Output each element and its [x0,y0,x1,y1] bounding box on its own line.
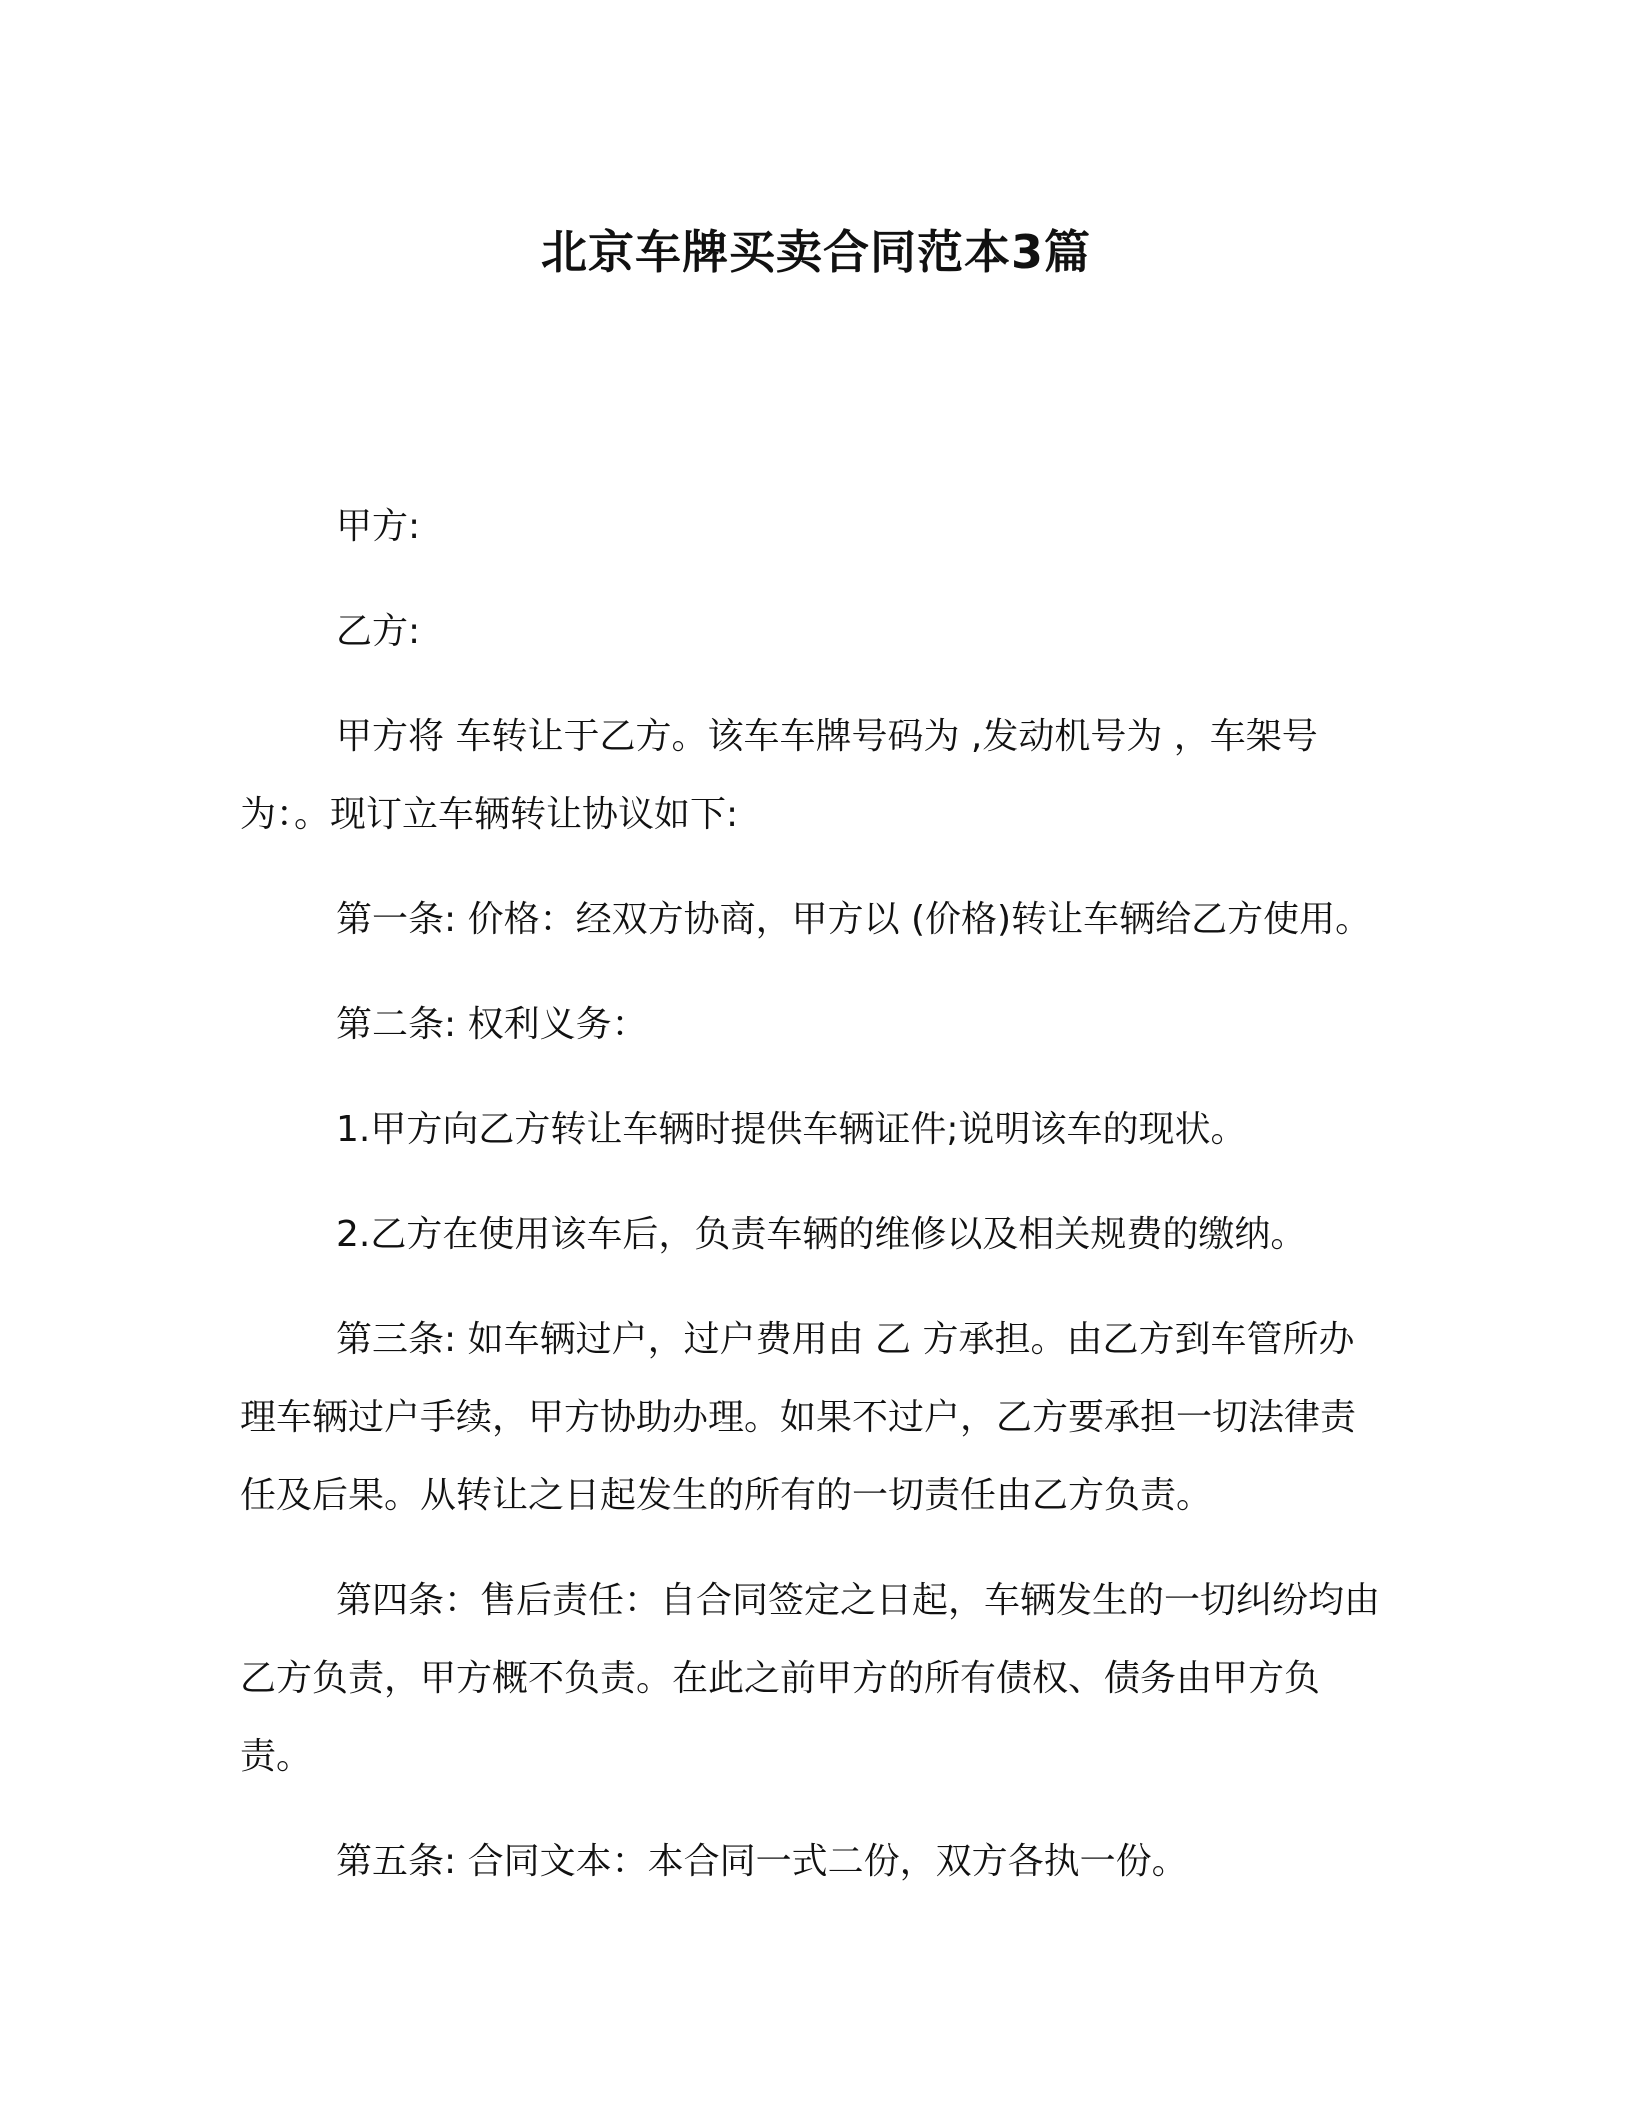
paragraph-article-3: 第三条: 如车辆过户，过户费用由 乙 方承担。由乙方到车管所办理车辆过户手续，甲方协助办理。如果不过户，乙方要承担一切法律责任及后果。从转让之日起发生的所有的一切责任由乙方负责。 [240,1319,1357,1516]
paragraph-article-2-item-1: 1.甲方向乙方转让车辆时提供车辆证件;说明该车的现状。 [336,1109,1247,1150]
document-title: 北京车牌买卖合同范本3篇 [540,225,1091,279]
paragraph-intro: 甲方将 车转让于乙方。该车车牌号码为 ,发动机号为 ，车架号为：。现订立车辆转让协议如下: [240,716,1318,835]
document-body [240,488,1390,1928]
paragraph-article-4: 第四条：售后责任：自合同签定之日起，车辆发生的一切纠纷均由乙方负责，甲方概不负责。在此之前甲方的所有债权、债务由甲方负责。 [240,1580,1381,1777]
paragraph-article-2-item-2: 2.乙方在使用该车后，负责车辆的维修以及相关规费的缴纳。 [336,1214,1307,1255]
paragraph-article-2: 第二条: 权利义务： [336,1004,648,1045]
paragraph-party-b: 乙方: [336,611,421,652]
paragraph-article-5: 第五条: 合同文本：本合同一式二份，双方各执一份。 [336,1841,1188,1882]
paragraph-party-a: 甲方: [336,506,421,547]
paragraph-article-1: 第一条: 价格：经双方协商，甲方以 (价格)转让车辆给乙方使用。 [336,899,1372,940]
